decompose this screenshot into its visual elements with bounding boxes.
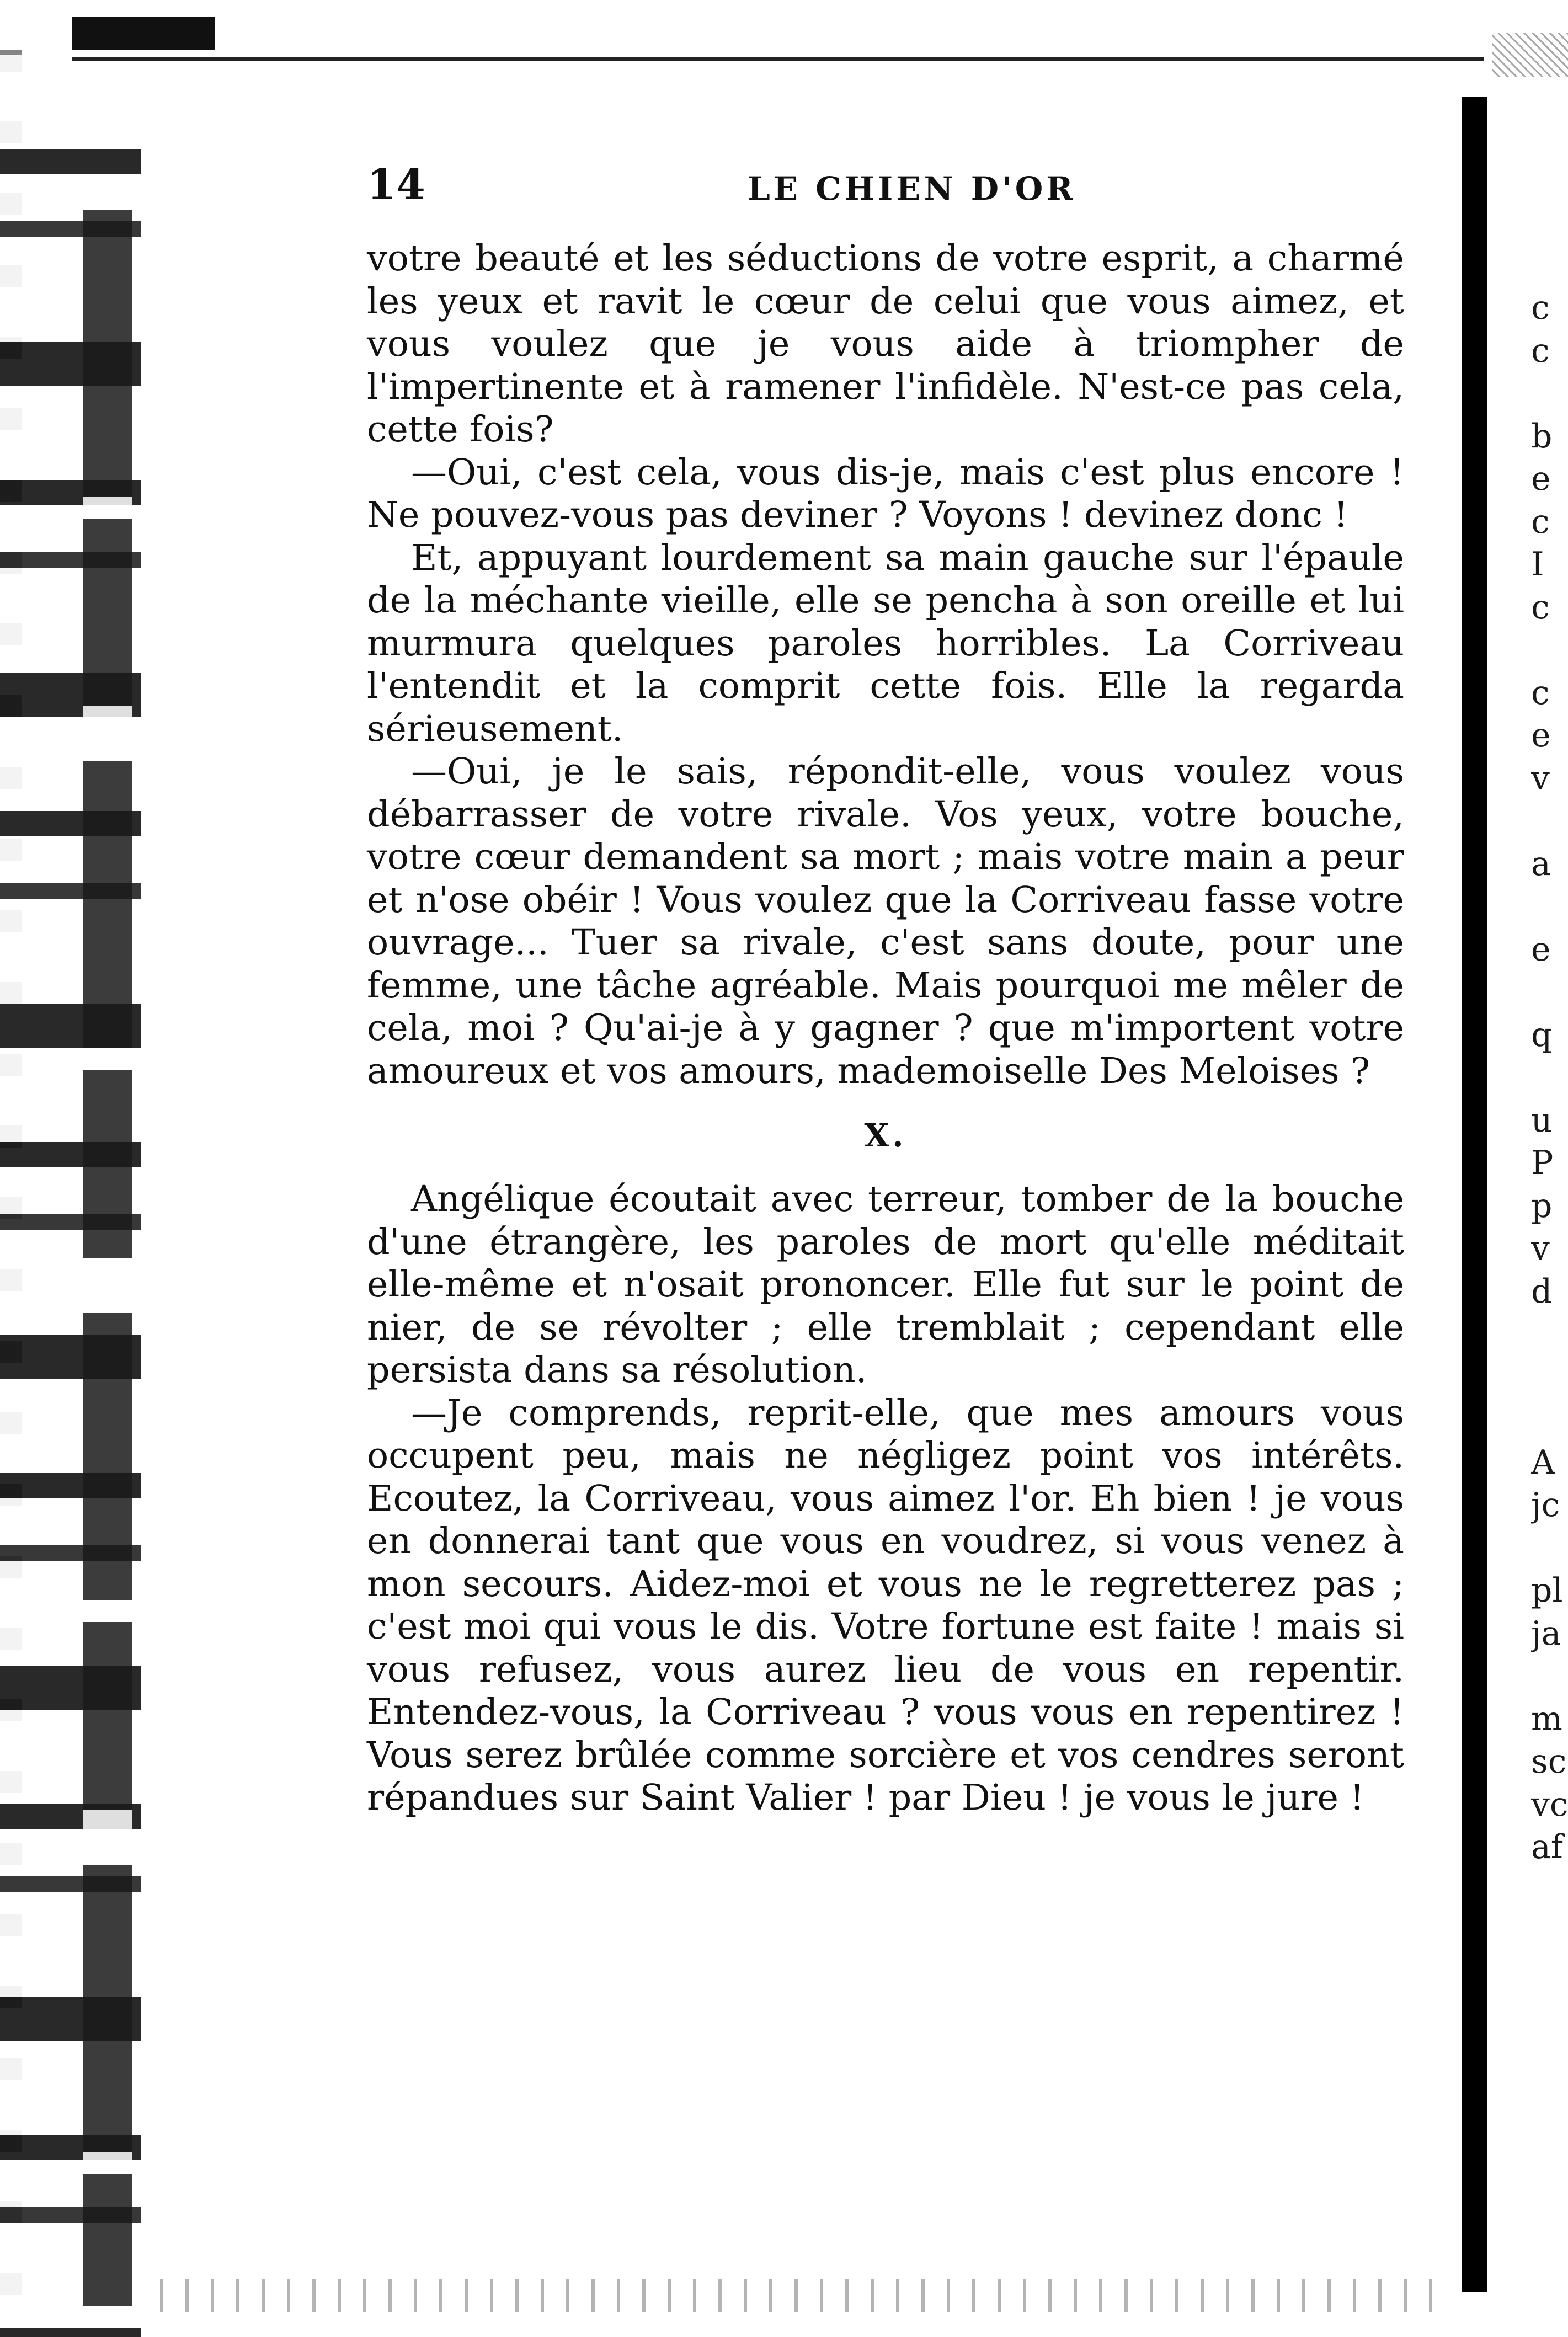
paragraph: votre beauté et les séductions de votre esprit, a charmé les yeux et ravit le cœur de celui que vous aimez, et vous voulez que je vous aide à triompher de l'impertinente et à ramener l'infidèle. N'est-ce pas cela, cette fois? [367, 238, 1404, 450]
adjacent-page-letter [1531, 1399, 1568, 1442]
adjacent-page-letter: u [1531, 1101, 1553, 1140]
adjacent-page-letter: e [1531, 930, 1551, 969]
adjacent-page-letter: pl [1531, 1571, 1563, 1610]
body-text [367, 237, 1404, 1820]
adjacent-page-letter [1531, 1655, 1568, 1698]
adjacent-page-letter [1531, 971, 1568, 1014]
adjacent-page-letter: A [1531, 1443, 1555, 1482]
adjacent-page-letter: d [1531, 1272, 1553, 1311]
adjacent-page-letter: P [1531, 1144, 1554, 1182]
adjacent-page-letter: af [1531, 1828, 1563, 1866]
adjacent-page-letter [1531, 1313, 1568, 1356]
adjacent-page-letter: I [1531, 545, 1544, 584]
paragraph: Et, appuyant lourdement sa main gauche sur l'épaule de la méchante vieille, elle se pencha à son oreille et lui murmura quelques paroles horribles. La Corriveau l'entendit et la comprit cette fois. Elle la regarda sérieusement. [367, 537, 1404, 750]
adjacent-page-letter: e [1531, 460, 1551, 498]
page-number: 14 [367, 160, 425, 209]
adjacent-page-letter [1531, 885, 1568, 929]
paragraph: —Je comprends, reprit-elle, que mes amours vous occupent peu, mais ne négligez point vos intérêts. Ecoutez, la Corriveau, vous aimez l'or. Eh bien ! je vous en donnerai tant que vous en voudrez, si vous venez à mon secours. Aidez-moi et vous ne le regretterez pas ; c'est moi qui vous le dis. Votre fortune est faite ! mais si vous refusez, vous aurez lieu de vous en repentir. Entendez-vous, la Corriveau ? vous vous en repentirez ! Vous serez brûlée comme sorcière et vos cendres seront répandues sur Saint Valier ! par Dieu ! je vous le jure ! [367, 1392, 1404, 1818]
top-scan-edge [72, 0, 1484, 61]
running-title: LE CHIEN D'OR [748, 170, 1076, 207]
section-number: X. [864, 1117, 907, 1154]
adjacent-page-letter [1531, 629, 1568, 672]
adjacent-page-letter: b [1531, 417, 1553, 456]
adjacent-page-letter: e [1531, 716, 1551, 755]
adjacent-page-letter [1531, 1057, 1568, 1100]
adjacent-page-letter: sc [1531, 1742, 1567, 1781]
right-page-gutter [1462, 97, 1487, 2292]
adjacent-page-letter: jc [1531, 1486, 1560, 1524]
adjacent-page-letter [1531, 1527, 1568, 1570]
adjacent-page-letter [1531, 372, 1568, 415]
adjacent-page-letter: vc [1531, 1785, 1568, 1824]
adjacent-page-letter: p [1531, 1186, 1553, 1225]
adjacent-page-letter: c [1531, 673, 1550, 712]
paragraph: Angélique écoutait avec terreur, tomber de la bouche d'une étrangère, les paroles de mort qu'elle méditait elle-même et n'osait prononcer. Elle fut sur le point de nier, de se révolter ; elle tremblait ; cependant elle persista dans sa résolution. [367, 1178, 1404, 1391]
adjacent-page-letter: a [1531, 844, 1551, 883]
adjacent-page-letter [1531, 800, 1568, 843]
adjacent-page-letter: c [1531, 331, 1550, 370]
adjacent-page-letter [1531, 1356, 1568, 1399]
adjacent-page-fragment [1531, 287, 1568, 1869]
adjacent-page-letter: q [1531, 1015, 1553, 1054]
scan-noise-top-right [1492, 33, 1568, 77]
binding-shadow-inner [83, 210, 132, 2306]
page-header [367, 160, 1404, 210]
adjacent-page-letter: v [1531, 759, 1550, 798]
adjacent-page-letter: ja [1531, 1614, 1561, 1653]
paragraph: —Oui, je le sais, répondit-elle, vous voulez vous débarrasser de votre rivale. Vos yeux, votre bouche, votre cœur demandent sa mort ; mais votre main a peur et n'ose obéir ! Vous voulez que la Corriveau fasse votre ouvrage... Tuer sa rivale, c'est sans doute, pour une femme, une tâche agréable. Mais pourquoi me mêler de cela, moi ? Qu'ai-je à y gagner ? que m'importent votre amoureux et vos amours, mademoiselle Des Meloises ? [367, 751, 1404, 1092]
paragraph: —Oui, c'est cela, vous dis-je, mais c'est plus encore ! Ne pouvez-vous pas deviner ? Voyons ! devinez donc ! [367, 451, 1404, 536]
adjacent-page-letter: c [1531, 588, 1550, 627]
adjacent-page-letter: m [1531, 1699, 1562, 1738]
adjacent-page-letter: c [1531, 289, 1550, 327]
adjacent-page-letter: v [1531, 1229, 1550, 1268]
adjacent-page-letter: c [1531, 502, 1550, 541]
scan-noise-bottom [138, 2279, 1451, 2312]
